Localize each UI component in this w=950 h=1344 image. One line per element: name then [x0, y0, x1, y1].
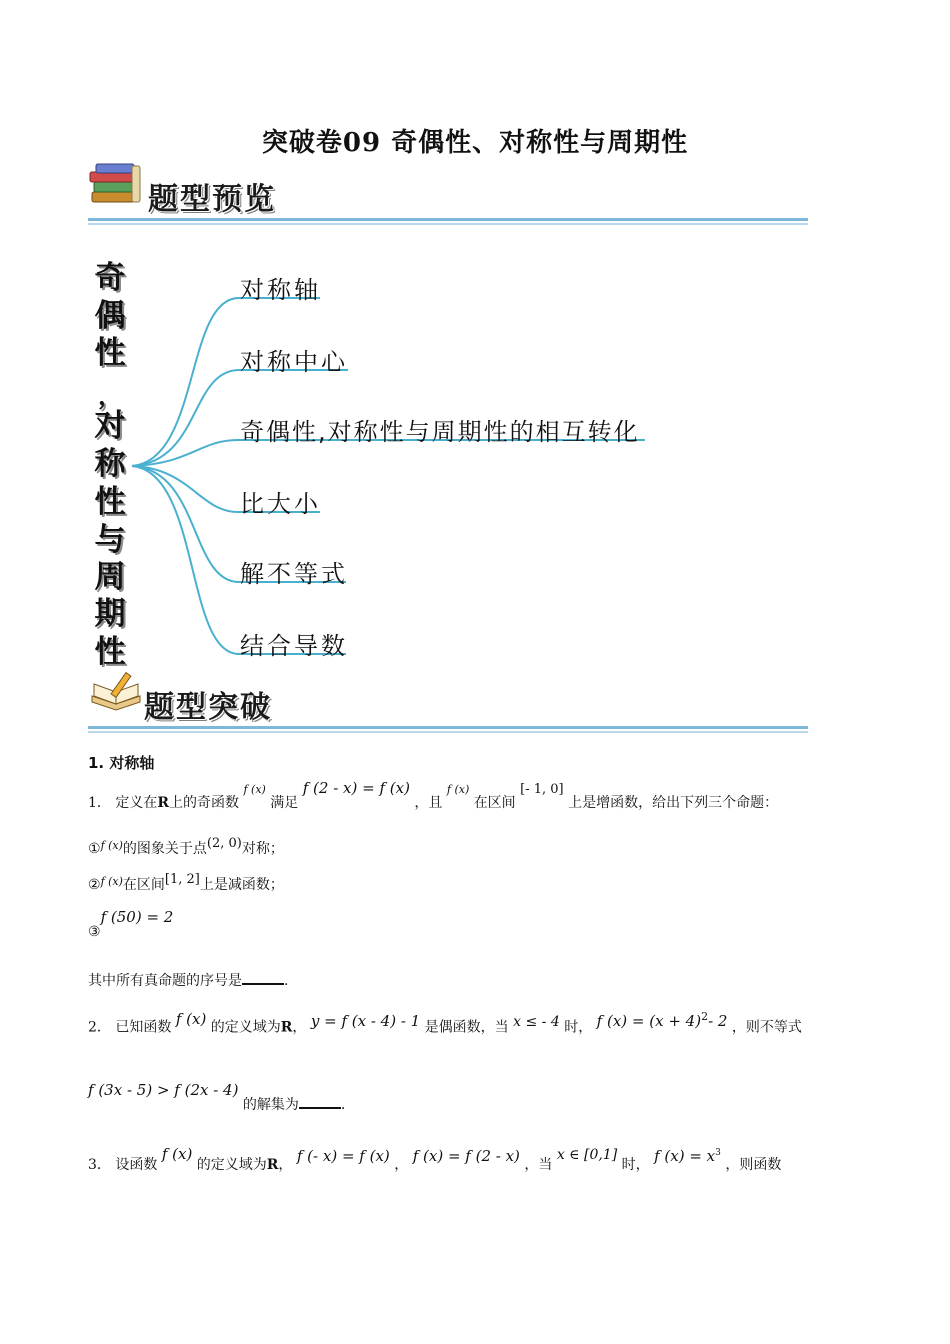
answer-blank	[242, 971, 284, 985]
open-book-pencil-icon	[88, 670, 144, 716]
q3-math: f (- x) = f (x)	[296, 1147, 390, 1165]
mindmap-root-char: 偶	[94, 298, 126, 334]
q2-math: f (x)	[175, 1009, 207, 1028]
q3-math: f (x)	[161, 1145, 193, 1163]
q1-text: 在区间	[473, 795, 516, 811]
q1-ask	[88, 970, 288, 990]
prop-math: [1, 2]	[164, 872, 200, 887]
q2-math: f (3x - 5) > f (2x - 4)	[88, 1081, 239, 1099]
q2-text: 的解集为	[242, 1097, 299, 1113]
q1-math: f (2 - x) = f (x)	[302, 779, 410, 797]
q2-text: 的定义域为	[210, 1019, 281, 1036]
section-banner-breakthrough	[88, 668, 808, 730]
mindmap-root-char: 对	[94, 408, 126, 444]
q3-text: 的定义域为	[196, 1157, 267, 1173]
branch-label-4: 比大小	[240, 490, 321, 518]
q2-math: - 2	[708, 1011, 728, 1030]
answer-blank	[299, 1095, 341, 1109]
q1-end: .	[284, 973, 289, 989]
proposition-1	[88, 838, 284, 858]
mindmap-root-char: 期	[94, 596, 126, 632]
q1-text: 定义在	[115, 795, 158, 811]
prop-text: 对称；	[241, 841, 284, 857]
q2-number: 2．	[88, 1019, 111, 1036]
prop-math: f (50) = 2	[100, 908, 174, 926]
q2-text: ，	[292, 1019, 307, 1036]
q2-text: 时，	[564, 1019, 593, 1036]
section-label-breakthrough: 题型突破	[144, 690, 272, 725]
mindmap-root-char: 奇	[94, 260, 126, 296]
question-3	[88, 1145, 782, 1174]
q2-math: f (x) = (x + 4)	[596, 1011, 702, 1030]
q3-number: 3．	[88, 1157, 111, 1173]
q1-text: 上的奇函数	[169, 795, 240, 811]
mindmap-root-char: 周	[94, 559, 126, 595]
proposition-2	[88, 874, 284, 894]
mindmap-root-char: 性	[94, 484, 126, 520]
section-rule	[88, 726, 808, 729]
q1-math: f (x)	[446, 783, 470, 796]
q1-ask-text: 其中所有真命题的序号是	[88, 973, 242, 989]
prop-mark: ③	[88, 924, 101, 940]
prop-text: 在区间	[122, 877, 165, 893]
prop-mark: ②	[88, 877, 101, 893]
q3-text: 时，	[621, 1157, 650, 1173]
q3-math: f (x) = f (2 - x)	[412, 1147, 520, 1165]
q3-text: ，当	[524, 1157, 553, 1173]
branch-label-2: 对称中心	[240, 348, 348, 376]
prop-text: 的图象关于点	[122, 841, 207, 857]
q2-text: 已知函数	[115, 1019, 172, 1036]
q2-text: ，则不等式	[731, 1019, 802, 1036]
mindmap-root-char: 性	[94, 335, 126, 371]
prop-math: f (x)	[100, 875, 123, 888]
q2-exponent: 2	[701, 1010, 709, 1023]
q1-set-R: R	[157, 795, 170, 811]
section-rule-thin	[88, 731, 808, 733]
q2-set-R: R	[280, 1019, 293, 1036]
q3-exponent: 3	[715, 1148, 721, 1159]
branch-label-3: 奇偶性,对称性与周期性的相互转化	[240, 418, 640, 446]
q2-math: x ≤ - 4	[513, 1013, 560, 1030]
q2-end: .	[340, 1097, 346, 1113]
question-2-cont	[88, 1081, 346, 1114]
q2-text: 是偶函数，当	[424, 1019, 509, 1036]
mindmap-root-char: ，	[98, 382, 122, 410]
q3-set-R: R	[266, 1157, 279, 1173]
prop-math: (2, 0)	[206, 836, 242, 851]
prop-mark: ①	[88, 841, 101, 857]
branch-label-5: 解不等式	[240, 560, 348, 588]
question-1	[88, 779, 779, 812]
question-2	[88, 1009, 802, 1037]
branch-label-1: 对称轴	[240, 276, 321, 304]
q3-text: 设函数	[115, 1157, 158, 1173]
q2-math: y = f (x - 4) - 1	[310, 1011, 421, 1030]
mindmap-root-char: 性	[94, 634, 126, 670]
q3-math: f (x) = x	[654, 1147, 716, 1165]
q1-math: f (x)	[243, 783, 266, 796]
q3-text: ，	[394, 1157, 409, 1173]
prop-text: 上是减函数；	[199, 877, 284, 893]
prop-math: f (x)	[100, 839, 123, 852]
mindmap-root-char: 称	[94, 446, 126, 482]
q3-text: ，	[278, 1157, 293, 1173]
branch-label-6: 结合导数	[240, 632, 348, 660]
q1-text: 满足	[270, 795, 299, 811]
proposition-3	[88, 908, 174, 940]
section-label-preview: 题型预览	[148, 182, 276, 217]
q3-math: x ∈ [0,1]	[556, 1147, 618, 1163]
q1-text: ，且	[414, 795, 443, 811]
q3-text: ，则函数	[725, 1157, 782, 1173]
q1-math: [- 1, 0]	[520, 782, 564, 797]
category-heading: 1. 对称轴	[88, 754, 155, 772]
q1-number: 1．	[88, 795, 111, 811]
q1-text: 上是增函数，给出下列三个命题：	[568, 795, 779, 811]
page-title: 突破卷09 奇偶性、对称性与周期性	[261, 128, 689, 158]
mindmap-root-char: 与	[94, 522, 126, 558]
